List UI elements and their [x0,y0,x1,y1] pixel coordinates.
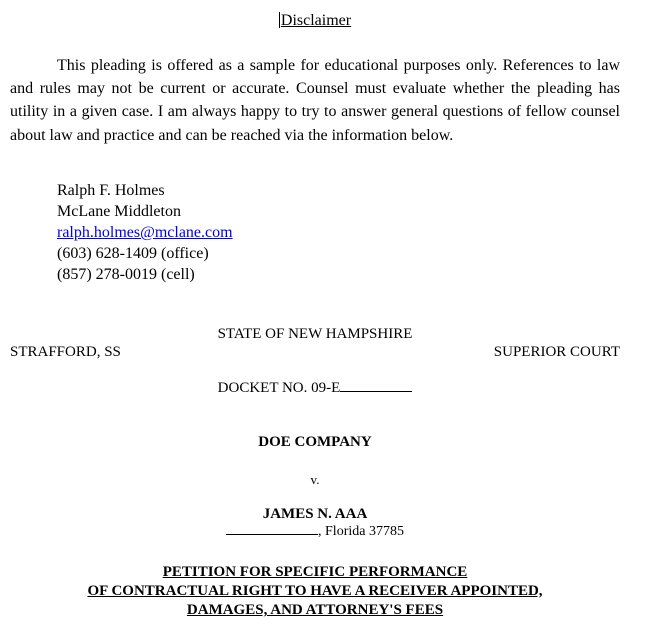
contact-office-phone: (603) 628-1409 (office) [57,245,209,262]
defendant-address [0,524,630,540]
pleading-title-line-3: DAMAGES, AND ATTORNEY'S FEES [186,602,444,618]
caption-court: SUPERIOR COURT [493,344,620,360]
pleading-title-line-2: OF CONTRACTUAL RIGHT TO HAVE A RECEIVER APPOINTED, [87,583,543,599]
disclaimer-title-text: Disclaimer [280,12,352,29]
plaintiff-name: DOE COMPANY [258,434,372,450]
address-blank-line [226,534,318,535]
disclaimer-heading [0,12,630,30]
address-text: , Florida 37785 [318,524,404,539]
docket-number [0,380,630,397]
pleading-title [0,563,630,620]
pleading-title-line-1: PETITION FOR SPECIFIC PERFORMANCE [162,564,468,580]
contact-name: Ralph F. Holmes [57,182,165,199]
versus-label: v. [310,472,320,487]
contact-email-link[interactable]: ralph.holmes@mclane.com [57,224,233,241]
text-cursor [279,12,280,28]
contact-block [57,180,233,285]
docket-prefix: DOCKET NO. 09-E [217,380,341,396]
docket-blank-line [340,391,412,392]
contact-firm: McLane Middleton [57,203,181,220]
caption-county: STRAFFORD, SS [10,344,121,360]
disclaimer-paragraph: This pleading is offered as a sample for educational purposes only. References to law and rules may not be current or accurate. Counsel must evaluate whether the pleading has utility in a given case. I am always happy to try to answer general questions of fellow counsel about law and practice and can be reached via the information below. [10,57,620,144]
defendant-name: JAMES N. AAA [262,506,368,522]
caption-state: STATE OF NEW HAMPSHIRE [217,326,413,342]
contact-cell-phone: (857) 278-0019 (cell) [57,266,195,283]
